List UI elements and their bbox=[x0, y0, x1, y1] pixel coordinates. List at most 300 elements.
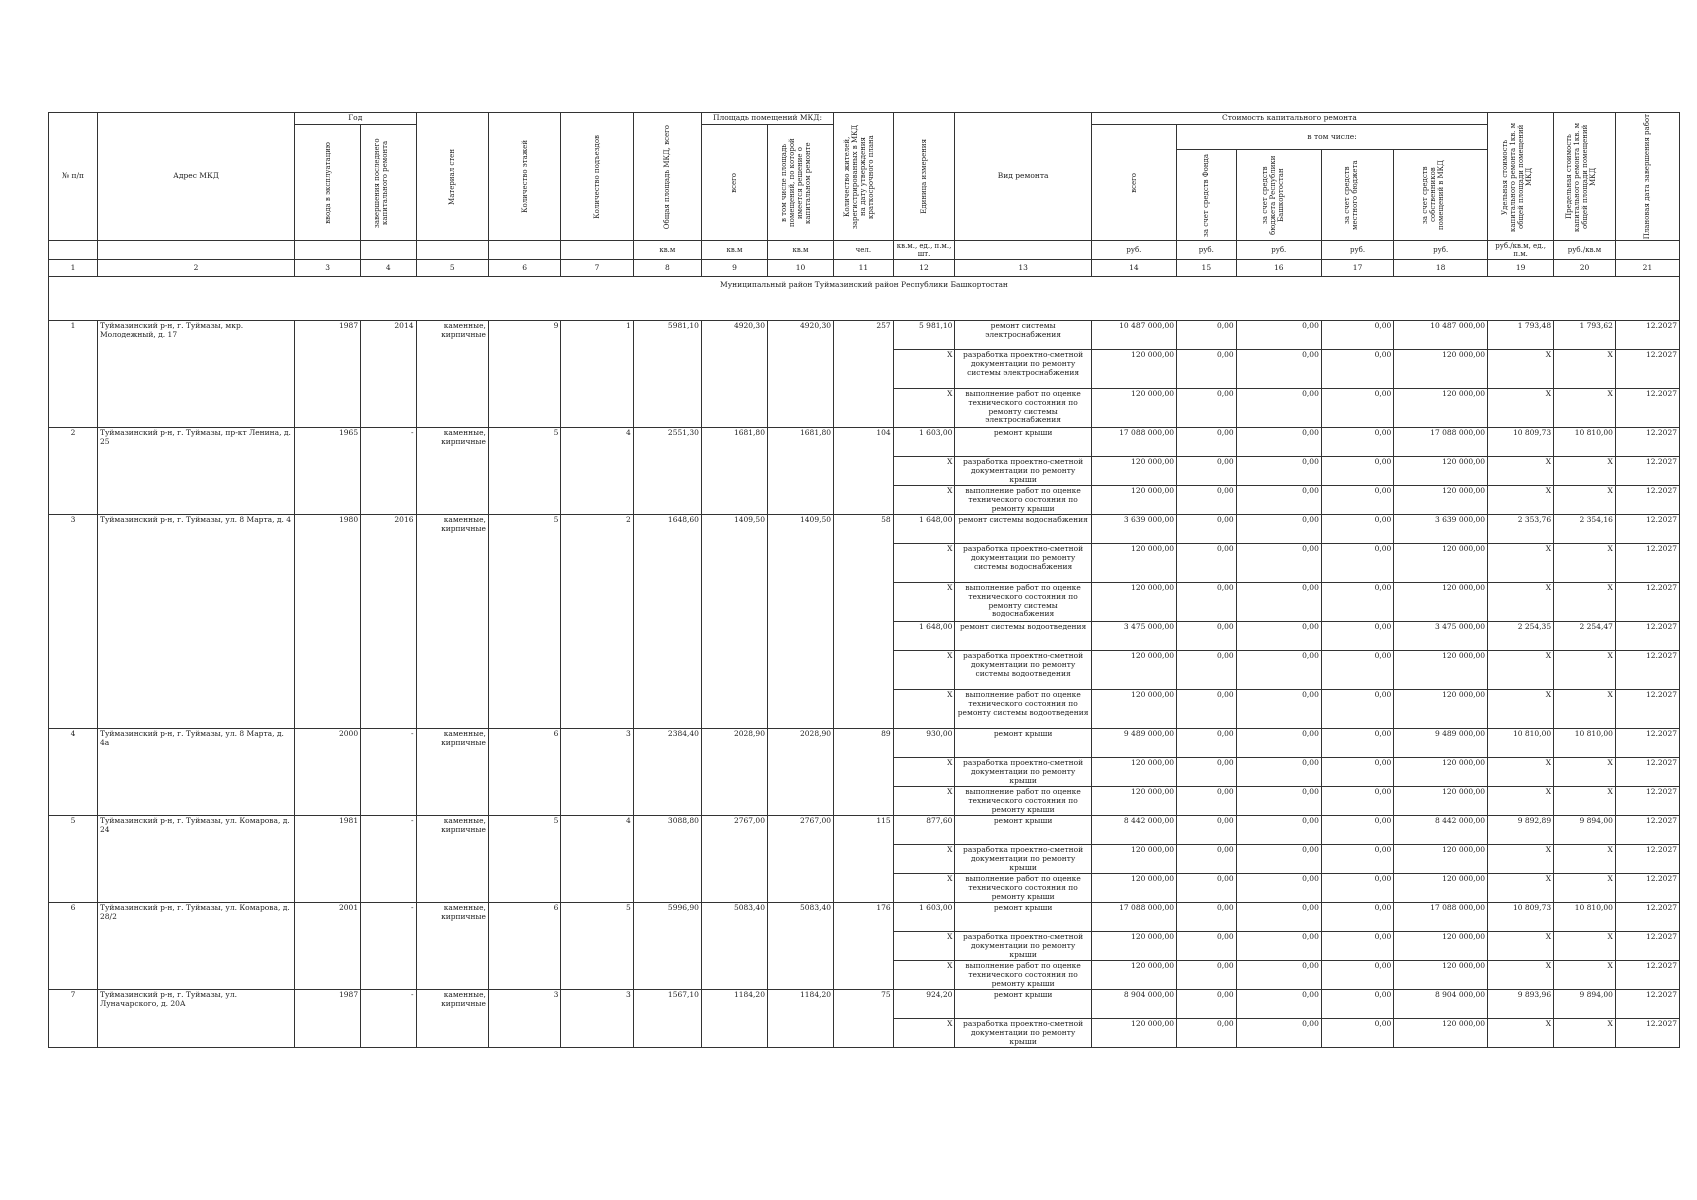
address-cell: Туймазинский р-н, г. Туймазы, пр-кт Ленина, д. 25 bbox=[98, 428, 295, 515]
premises-total-cell: 1681,80 bbox=[701, 428, 767, 515]
unit-value-cell: 1 603,00 bbox=[893, 428, 955, 457]
cost-fund-cell: 0,00 bbox=[1177, 515, 1237, 544]
unit-cost-cell: X bbox=[1488, 544, 1554, 583]
deadline-cell: 12.2027 bbox=[1615, 990, 1679, 1019]
header-year: Год bbox=[295, 113, 416, 125]
work-type-cell: ремонт крыши bbox=[955, 990, 1091, 1019]
cost-fund-cell: 0,00 bbox=[1177, 845, 1237, 874]
header-unit-cost-text: Удельная стоимость капитального ремонта 1кв. м общей площади помещений МКД bbox=[1500, 122, 1533, 232]
material-cell: каменные, кирпичные bbox=[416, 816, 488, 903]
material-cell: каменные, кирпичные bbox=[416, 990, 488, 1048]
cost-total-cell: 120 000,00 bbox=[1091, 787, 1176, 816]
unit-value-cell: 877,60 bbox=[893, 816, 955, 845]
units-row bbox=[49, 241, 1680, 260]
header-unit-text: Единица измерения bbox=[920, 139, 929, 214]
header-premises-residential-text: в том числе площадь помещений, по которой имеется решение о капитальном ремонте bbox=[780, 138, 813, 227]
work-type-cell: ремонт системы водоснабжения bbox=[955, 515, 1091, 544]
limit-cost-cell: X bbox=[1554, 457, 1616, 486]
limit-cost-cell: X bbox=[1554, 350, 1616, 389]
unit-cell: руб. bbox=[1177, 241, 1237, 260]
limit-cost-cell: X bbox=[1554, 845, 1616, 874]
cost-fund-cell: 0,00 bbox=[1177, 651, 1237, 690]
entrances-cell: 4 bbox=[561, 428, 633, 515]
year-repair-cell: 2016 bbox=[361, 515, 416, 729]
cost-republic-cell: 0,00 bbox=[1236, 787, 1321, 816]
unit-cost-cell: X bbox=[1488, 1019, 1554, 1048]
unit-value-cell: X bbox=[893, 690, 955, 729]
address-cell: Туймазинский р-н, г. Туймазы, ул. Комарова, д. 24 bbox=[98, 816, 295, 903]
column-number-cell: 19 bbox=[1488, 260, 1554, 277]
header-unit bbox=[893, 113, 955, 241]
premises-total-cell: 2028,90 bbox=[701, 729, 767, 816]
limit-cost-cell: 10 810,00 bbox=[1554, 428, 1616, 457]
deadline-cell: 12.2027 bbox=[1615, 816, 1679, 845]
table-row bbox=[49, 729, 1680, 758]
limit-cost-cell: 9 894,00 bbox=[1554, 990, 1616, 1019]
year-commission-cell: 1987 bbox=[295, 990, 361, 1048]
column-number-cell: 11 bbox=[834, 260, 894, 277]
cost-total-cell: 120 000,00 bbox=[1091, 651, 1176, 690]
work-type-cell: выполнение работ по оценке технического состояния по ремонту крыши bbox=[955, 486, 1091, 515]
cost-republic-cell: 0,00 bbox=[1236, 583, 1321, 622]
total-area-cell: 3088,80 bbox=[633, 816, 701, 903]
cost-owners-cell: 8 442 000,00 bbox=[1394, 816, 1488, 845]
address-cell: Туймазинский р-н, г. Туймазы, ул. Луначарского, д. 20А bbox=[98, 990, 295, 1048]
header-cost-local bbox=[1321, 150, 1393, 241]
limit-cost-cell: X bbox=[1554, 787, 1616, 816]
header-premises-total bbox=[701, 125, 767, 241]
work-type-cell: разработка проектно-сметной документации по ремонту системы водоотведения bbox=[955, 651, 1091, 690]
header-premises-total-text: всего bbox=[730, 172, 739, 193]
table-row bbox=[49, 990, 1680, 1019]
cost-fund-cell: 0,00 bbox=[1177, 544, 1237, 583]
material-cell: каменные, кирпичные bbox=[416, 729, 488, 816]
column-number-cell: 18 bbox=[1394, 260, 1488, 277]
unit-cell bbox=[955, 241, 1091, 260]
unit-cell bbox=[49, 241, 98, 260]
cost-owners-cell: 120 000,00 bbox=[1394, 690, 1488, 729]
limit-cost-cell: 2 254,47 bbox=[1554, 622, 1616, 651]
column-number-cell: 13 bbox=[955, 260, 1091, 277]
column-number-cell: 21 bbox=[1615, 260, 1679, 277]
unit-cost-cell: X bbox=[1488, 845, 1554, 874]
limit-cost-cell: X bbox=[1554, 389, 1616, 428]
column-number-cell: 12 bbox=[893, 260, 955, 277]
unit-cost-cell: X bbox=[1488, 787, 1554, 816]
premises-total-cell: 4920,30 bbox=[701, 321, 767, 428]
address-cell: Туймазинский р-н, г. Туймазы, ул. 8 Марта, д. 4 bbox=[98, 515, 295, 729]
unit-value-cell: X bbox=[893, 583, 955, 622]
row-number: 2 bbox=[49, 428, 98, 515]
floors-cell: 5 bbox=[488, 816, 560, 903]
cost-republic-cell: 0,00 bbox=[1236, 903, 1321, 932]
deadline-cell: 12.2027 bbox=[1615, 961, 1679, 990]
work-type-cell: разработка проектно-сметной документации по ремонту крыши bbox=[955, 457, 1091, 486]
header-cost-republic bbox=[1236, 150, 1321, 241]
residents-cell: 75 bbox=[834, 990, 894, 1048]
header-total-area-text: Общая площадь МКД, всего bbox=[663, 124, 672, 229]
column-number-cell: 20 bbox=[1554, 260, 1616, 277]
limit-cost-cell: X bbox=[1554, 486, 1616, 515]
header-cost-total bbox=[1091, 125, 1176, 241]
entrances-cell: 3 bbox=[561, 729, 633, 816]
cost-local-cell: 0,00 bbox=[1321, 428, 1393, 457]
cost-owners-cell: 120 000,00 bbox=[1394, 845, 1488, 874]
work-type-cell: разработка проектно-сметной документации по ремонту крыши bbox=[955, 758, 1091, 787]
year-repair-cell: 2014 bbox=[361, 321, 416, 428]
cost-total-cell: 120 000,00 bbox=[1091, 690, 1176, 729]
cost-republic-cell: 0,00 bbox=[1236, 457, 1321, 486]
cost-local-cell: 0,00 bbox=[1321, 990, 1393, 1019]
cost-owners-cell: 17 088 000,00 bbox=[1394, 903, 1488, 932]
cost-owners-cell: 8 904 000,00 bbox=[1394, 990, 1488, 1019]
cost-republic-cell: 0,00 bbox=[1236, 932, 1321, 961]
work-type-cell: выполнение работ по оценке технического состояния по ремонту системы водоотведения bbox=[955, 690, 1091, 729]
cost-fund-cell: 0,00 bbox=[1177, 321, 1237, 350]
header-work-type: Вид ремонта bbox=[955, 113, 1091, 241]
table-row bbox=[49, 321, 1680, 350]
deadline-cell: 12.2027 bbox=[1615, 903, 1679, 932]
unit-cell bbox=[561, 241, 633, 260]
work-type-cell: ремонт крыши bbox=[955, 903, 1091, 932]
year-repair-cell: - bbox=[361, 729, 416, 816]
address-cell: Туймазинский р-н, г. Туймазы, ул. Комарова, д. 28/2 bbox=[98, 903, 295, 990]
deadline-cell: 12.2027 bbox=[1615, 787, 1679, 816]
cost-total-cell: 3 475 000,00 bbox=[1091, 622, 1176, 651]
header-unit-cost bbox=[1488, 113, 1554, 241]
unit-cell: руб. bbox=[1091, 241, 1176, 260]
limit-cost-cell: X bbox=[1554, 1019, 1616, 1048]
entrances-cell: 1 bbox=[561, 321, 633, 428]
unit-cost-cell: 1 793,48 bbox=[1488, 321, 1554, 350]
floors-cell: 3 bbox=[488, 990, 560, 1048]
header-no: № п/п bbox=[49, 113, 98, 241]
header-entrances bbox=[561, 113, 633, 241]
cost-owners-cell: 17 088 000,00 bbox=[1394, 428, 1488, 457]
work-type-cell: разработка проектно-сметной документации по ремонту крыши bbox=[955, 932, 1091, 961]
year-commission-cell: 1987 bbox=[295, 321, 361, 428]
header-year-repair bbox=[361, 125, 416, 241]
limit-cost-cell: 1 793,62 bbox=[1554, 321, 1616, 350]
cost-total-cell: 120 000,00 bbox=[1091, 350, 1176, 389]
deadline-cell: 12.2027 bbox=[1615, 583, 1679, 622]
cost-republic-cell: 0,00 bbox=[1236, 428, 1321, 457]
limit-cost-cell: X bbox=[1554, 583, 1616, 622]
row-number: 7 bbox=[49, 990, 98, 1048]
cost-fund-cell: 0,00 bbox=[1177, 729, 1237, 758]
cost-total-cell: 10 487 000,00 bbox=[1091, 321, 1176, 350]
residents-cell: 176 bbox=[834, 903, 894, 990]
premises-total-cell: 2767,00 bbox=[701, 816, 767, 903]
cost-local-cell: 0,00 bbox=[1321, 350, 1393, 389]
deadline-cell: 12.2027 bbox=[1615, 729, 1679, 758]
cost-total-cell: 120 000,00 bbox=[1091, 457, 1176, 486]
entrances-cell: 4 bbox=[561, 816, 633, 903]
residents-cell: 89 bbox=[834, 729, 894, 816]
cost-fund-cell: 0,00 bbox=[1177, 486, 1237, 515]
row-number: 5 bbox=[49, 816, 98, 903]
column-number-cell: 2 bbox=[98, 260, 295, 277]
cost-total-cell: 120 000,00 bbox=[1091, 544, 1176, 583]
premises-residential-cell: 5083,40 bbox=[767, 903, 833, 990]
cost-owners-cell: 120 000,00 bbox=[1394, 583, 1488, 622]
unit-value-cell: X bbox=[893, 845, 955, 874]
unit-cost-cell: X bbox=[1488, 874, 1554, 903]
cost-local-cell: 0,00 bbox=[1321, 874, 1393, 903]
cost-fund-cell: 0,00 bbox=[1177, 903, 1237, 932]
cost-republic-cell: 0,00 bbox=[1236, 1019, 1321, 1048]
unit-value-cell: X bbox=[893, 486, 955, 515]
limit-cost-cell: X bbox=[1554, 544, 1616, 583]
deadline-cell: 12.2027 bbox=[1615, 457, 1679, 486]
header-premises-area: Площадь помещений МКД: bbox=[701, 113, 833, 125]
cost-republic-cell: 0,00 bbox=[1236, 544, 1321, 583]
deadline-cell: 12.2027 bbox=[1615, 544, 1679, 583]
address-cell: Туймазинский р-н, г. Туймазы, мкр. Молодежный, д. 17 bbox=[98, 321, 295, 428]
cost-owners-cell: 120 000,00 bbox=[1394, 544, 1488, 583]
cost-fund-cell: 0,00 bbox=[1177, 816, 1237, 845]
work-type-cell: разработка проектно-сметной документации по ремонту системы водоснабжения bbox=[955, 544, 1091, 583]
limit-cost-cell: 10 810,00 bbox=[1554, 903, 1616, 932]
cost-total-cell: 120 000,00 bbox=[1091, 486, 1176, 515]
cost-republic-cell: 0,00 bbox=[1236, 651, 1321, 690]
header-cost: Стоимость капитального ремонта bbox=[1091, 113, 1487, 125]
cost-fund-cell: 0,00 bbox=[1177, 874, 1237, 903]
deadline-cell: 12.2027 bbox=[1615, 874, 1679, 903]
floors-cell: 5 bbox=[488, 428, 560, 515]
row-number: 4 bbox=[49, 729, 98, 816]
cost-owners-cell: 120 000,00 bbox=[1394, 1019, 1488, 1048]
header-entrances-text: Количество подъездов bbox=[593, 134, 602, 219]
unit-cost-cell: X bbox=[1488, 350, 1554, 389]
cost-republic-cell: 0,00 bbox=[1236, 486, 1321, 515]
work-type-cell: выполнение работ по оценке технического состояния по ремонту системы электроснабжения bbox=[955, 389, 1091, 428]
residents-cell: 115 bbox=[834, 816, 894, 903]
cost-owners-cell: 120 000,00 bbox=[1394, 457, 1488, 486]
floors-cell: 6 bbox=[488, 903, 560, 990]
limit-cost-cell: X bbox=[1554, 651, 1616, 690]
unit-cost-cell: X bbox=[1488, 583, 1554, 622]
cost-republic-cell: 0,00 bbox=[1236, 729, 1321, 758]
premises-residential-cell: 2767,00 bbox=[767, 816, 833, 903]
cost-local-cell: 0,00 bbox=[1321, 389, 1393, 428]
column-numbers-row bbox=[49, 260, 1680, 277]
unit-cell: кв.м., ед., п.м., шт. bbox=[893, 241, 955, 260]
column-number-cell: 3 bbox=[295, 260, 361, 277]
unit-cost-cell: X bbox=[1488, 961, 1554, 990]
work-type-cell: разработка проектно-сметной документации по ремонту крыши bbox=[955, 845, 1091, 874]
unit-cost-cell: X bbox=[1488, 486, 1554, 515]
unit-cell: кв.м bbox=[633, 241, 701, 260]
cost-republic-cell: 0,00 bbox=[1236, 758, 1321, 787]
unit-value-cell: X bbox=[893, 961, 955, 990]
header-address: Адрес МКД bbox=[98, 113, 295, 241]
residents-cell: 104 bbox=[834, 428, 894, 515]
cost-fund-cell: 0,00 bbox=[1177, 787, 1237, 816]
cost-fund-cell: 0,00 bbox=[1177, 350, 1237, 389]
header-material-text: Материал стен bbox=[448, 148, 457, 205]
unit-cell: руб. bbox=[1394, 241, 1488, 260]
cost-local-cell: 0,00 bbox=[1321, 758, 1393, 787]
premises-total-cell: 5083,40 bbox=[701, 903, 767, 990]
cost-local-cell: 0,00 bbox=[1321, 932, 1393, 961]
entrances-cell: 2 bbox=[561, 515, 633, 729]
cost-total-cell: 17 088 000,00 bbox=[1091, 903, 1176, 932]
cost-owners-cell: 120 000,00 bbox=[1394, 758, 1488, 787]
unit-cost-cell: X bbox=[1488, 651, 1554, 690]
work-type-cell: ремонт системы водоотведения bbox=[955, 622, 1091, 651]
cost-owners-cell: 120 000,00 bbox=[1394, 389, 1488, 428]
cost-republic-cell: 0,00 bbox=[1236, 874, 1321, 903]
cost-local-cell: 0,00 bbox=[1321, 583, 1393, 622]
limit-cost-cell: 10 810,00 bbox=[1554, 729, 1616, 758]
header-residents-text: Количество жителей, зарегистрированных в МКД на дату утверждения краткосрочного плана bbox=[843, 124, 876, 229]
year-repair-cell: - bbox=[361, 816, 416, 903]
total-area-cell: 5981,10 bbox=[633, 321, 701, 428]
work-type-cell: ремонт крыши bbox=[955, 428, 1091, 457]
header-residents bbox=[834, 113, 894, 241]
limit-cost-cell: 9 894,00 bbox=[1554, 816, 1616, 845]
column-number-cell: 17 bbox=[1321, 260, 1393, 277]
cost-owners-cell: 10 487 000,00 bbox=[1394, 321, 1488, 350]
cost-republic-cell: 0,00 bbox=[1236, 990, 1321, 1019]
header-cost-total-text: всего bbox=[1129, 172, 1138, 193]
table-row bbox=[49, 515, 1680, 544]
year-repair-cell: - bbox=[361, 428, 416, 515]
header-cost-owners-text: за счет средств собственников помещений в МКД bbox=[1420, 160, 1445, 231]
deadline-cell: 12.2027 bbox=[1615, 350, 1679, 389]
cost-total-cell: 3 639 000,00 bbox=[1091, 515, 1176, 544]
cost-total-cell: 120 000,00 bbox=[1091, 389, 1176, 428]
cost-total-cell: 120 000,00 bbox=[1091, 961, 1176, 990]
unit-cost-cell: X bbox=[1488, 932, 1554, 961]
cost-local-cell: 0,00 bbox=[1321, 651, 1393, 690]
work-type-cell: разработка проектно-сметной документации по ремонту крыши bbox=[955, 1019, 1091, 1048]
work-type-cell: разработка проектно-сметной документации по ремонту системы электроснабжения bbox=[955, 350, 1091, 389]
cost-total-cell: 9 489 000,00 bbox=[1091, 729, 1176, 758]
address-cell: Туймазинский р-н, г. Туймазы, ул. 8 Марта, д. 4а bbox=[98, 729, 295, 816]
cost-republic-cell: 0,00 bbox=[1236, 816, 1321, 845]
unit-cost-cell: 2 254,35 bbox=[1488, 622, 1554, 651]
premises-total-cell: 1409,50 bbox=[701, 515, 767, 729]
entrances-cell: 5 bbox=[561, 903, 633, 990]
table-row bbox=[49, 428, 1680, 457]
header-cost-republic-text: за счет средств бюджета Республики Башкортостан bbox=[1260, 155, 1285, 235]
table-row bbox=[49, 816, 1680, 845]
cost-fund-cell: 0,00 bbox=[1177, 428, 1237, 457]
unit-cost-cell: 10 809,73 bbox=[1488, 903, 1554, 932]
cost-local-cell: 0,00 bbox=[1321, 544, 1393, 583]
cost-total-cell: 120 000,00 bbox=[1091, 932, 1176, 961]
limit-cost-cell: X bbox=[1554, 874, 1616, 903]
cost-local-cell: 0,00 bbox=[1321, 961, 1393, 990]
unit-cell: руб. bbox=[1321, 241, 1393, 260]
unit-value-cell: X bbox=[893, 457, 955, 486]
cost-republic-cell: 0,00 bbox=[1236, 515, 1321, 544]
unit-cost-cell: X bbox=[1488, 457, 1554, 486]
unit-cell bbox=[1615, 241, 1679, 260]
header-premises-residential bbox=[767, 125, 833, 241]
unit-value-cell: X bbox=[893, 787, 955, 816]
cost-republic-cell: 0,00 bbox=[1236, 845, 1321, 874]
total-area-cell: 1648,60 bbox=[633, 515, 701, 729]
unit-value-cell: 930,00 bbox=[893, 729, 955, 758]
work-type-cell: выполнение работ по оценке технического состояния по ремонту крыши bbox=[955, 787, 1091, 816]
unit-cell: кв.м bbox=[767, 241, 833, 260]
year-commission-cell: 1965 bbox=[295, 428, 361, 515]
header-year-commission bbox=[295, 125, 361, 241]
cost-republic-cell: 0,00 bbox=[1236, 389, 1321, 428]
work-type-cell: выполнение работ по оценке технического состояния по ремонту системы водоснабжения bbox=[955, 583, 1091, 622]
unit-cost-cell: 10 809,73 bbox=[1488, 428, 1554, 457]
unit-cell bbox=[361, 241, 416, 260]
year-commission-cell: 2000 bbox=[295, 729, 361, 816]
column-number-cell: 8 bbox=[633, 260, 701, 277]
header-floors bbox=[488, 113, 560, 241]
column-number-cell: 14 bbox=[1091, 260, 1176, 277]
residents-cell: 257 bbox=[834, 321, 894, 428]
work-type-cell: ремонт системы электроснабжения bbox=[955, 321, 1091, 350]
residents-cell: 58 bbox=[834, 515, 894, 729]
unit-cell: руб./кв.м bbox=[1554, 241, 1616, 260]
cost-fund-cell: 0,00 bbox=[1177, 990, 1237, 1019]
cost-republic-cell: 0,00 bbox=[1236, 690, 1321, 729]
unit-cell: чел. bbox=[834, 241, 894, 260]
cost-total-cell: 120 000,00 bbox=[1091, 1019, 1176, 1048]
cost-total-cell: 120 000,00 bbox=[1091, 583, 1176, 622]
municipality-header: Муниципальный район Туймазинский район Республики Башкортостан bbox=[49, 277, 1680, 321]
deadline-cell: 12.2027 bbox=[1615, 389, 1679, 428]
floors-cell: 9 bbox=[488, 321, 560, 428]
cost-owners-cell: 120 000,00 bbox=[1394, 787, 1488, 816]
limit-cost-cell: X bbox=[1554, 690, 1616, 729]
limit-cost-cell: X bbox=[1554, 758, 1616, 787]
cost-local-cell: 0,00 bbox=[1321, 622, 1393, 651]
cost-local-cell: 0,00 bbox=[1321, 321, 1393, 350]
column-number-cell: 6 bbox=[488, 260, 560, 277]
header-limit-cost-text: Предельная стоимость капитального ремонта 1кв. м общей площади помещений МКД bbox=[1564, 122, 1597, 232]
cost-local-cell: 0,00 bbox=[1321, 729, 1393, 758]
column-number-cell: 1 bbox=[49, 260, 98, 277]
header-cost-fund bbox=[1177, 150, 1237, 241]
unit-cell: кв.м bbox=[701, 241, 767, 260]
total-area-cell: 5996,90 bbox=[633, 903, 701, 990]
limit-cost-cell: 2 354,16 bbox=[1554, 515, 1616, 544]
unit-cell bbox=[295, 241, 361, 260]
deadline-cell: 12.2027 bbox=[1615, 1019, 1679, 1048]
total-area-cell: 1567,10 bbox=[633, 990, 701, 1048]
cost-fund-cell: 0,00 bbox=[1177, 690, 1237, 729]
unit-cell: руб. bbox=[1236, 241, 1321, 260]
unit-value-cell: X bbox=[893, 932, 955, 961]
unit-value-cell: 1 648,00 bbox=[893, 622, 955, 651]
cost-owners-cell: 120 000,00 bbox=[1394, 350, 1488, 389]
premises-residential-cell: 4920,30 bbox=[767, 321, 833, 428]
unit-cell bbox=[416, 241, 488, 260]
cost-total-cell: 120 000,00 bbox=[1091, 758, 1176, 787]
header-incl: в том числе: bbox=[1177, 125, 1488, 150]
premises-residential-cell: 1681,80 bbox=[767, 428, 833, 515]
deadline-cell: 12.2027 bbox=[1615, 321, 1679, 350]
column-number-cell: 5 bbox=[416, 260, 488, 277]
deadline-cell: 12.2027 bbox=[1615, 651, 1679, 690]
cost-local-cell: 0,00 bbox=[1321, 690, 1393, 729]
deadline-cell: 12.2027 bbox=[1615, 845, 1679, 874]
deadline-cell: 12.2027 bbox=[1615, 515, 1679, 544]
cost-fund-cell: 0,00 bbox=[1177, 1019, 1237, 1048]
unit-value-cell: X bbox=[893, 1019, 955, 1048]
material-cell: каменные, кирпичные bbox=[416, 903, 488, 990]
